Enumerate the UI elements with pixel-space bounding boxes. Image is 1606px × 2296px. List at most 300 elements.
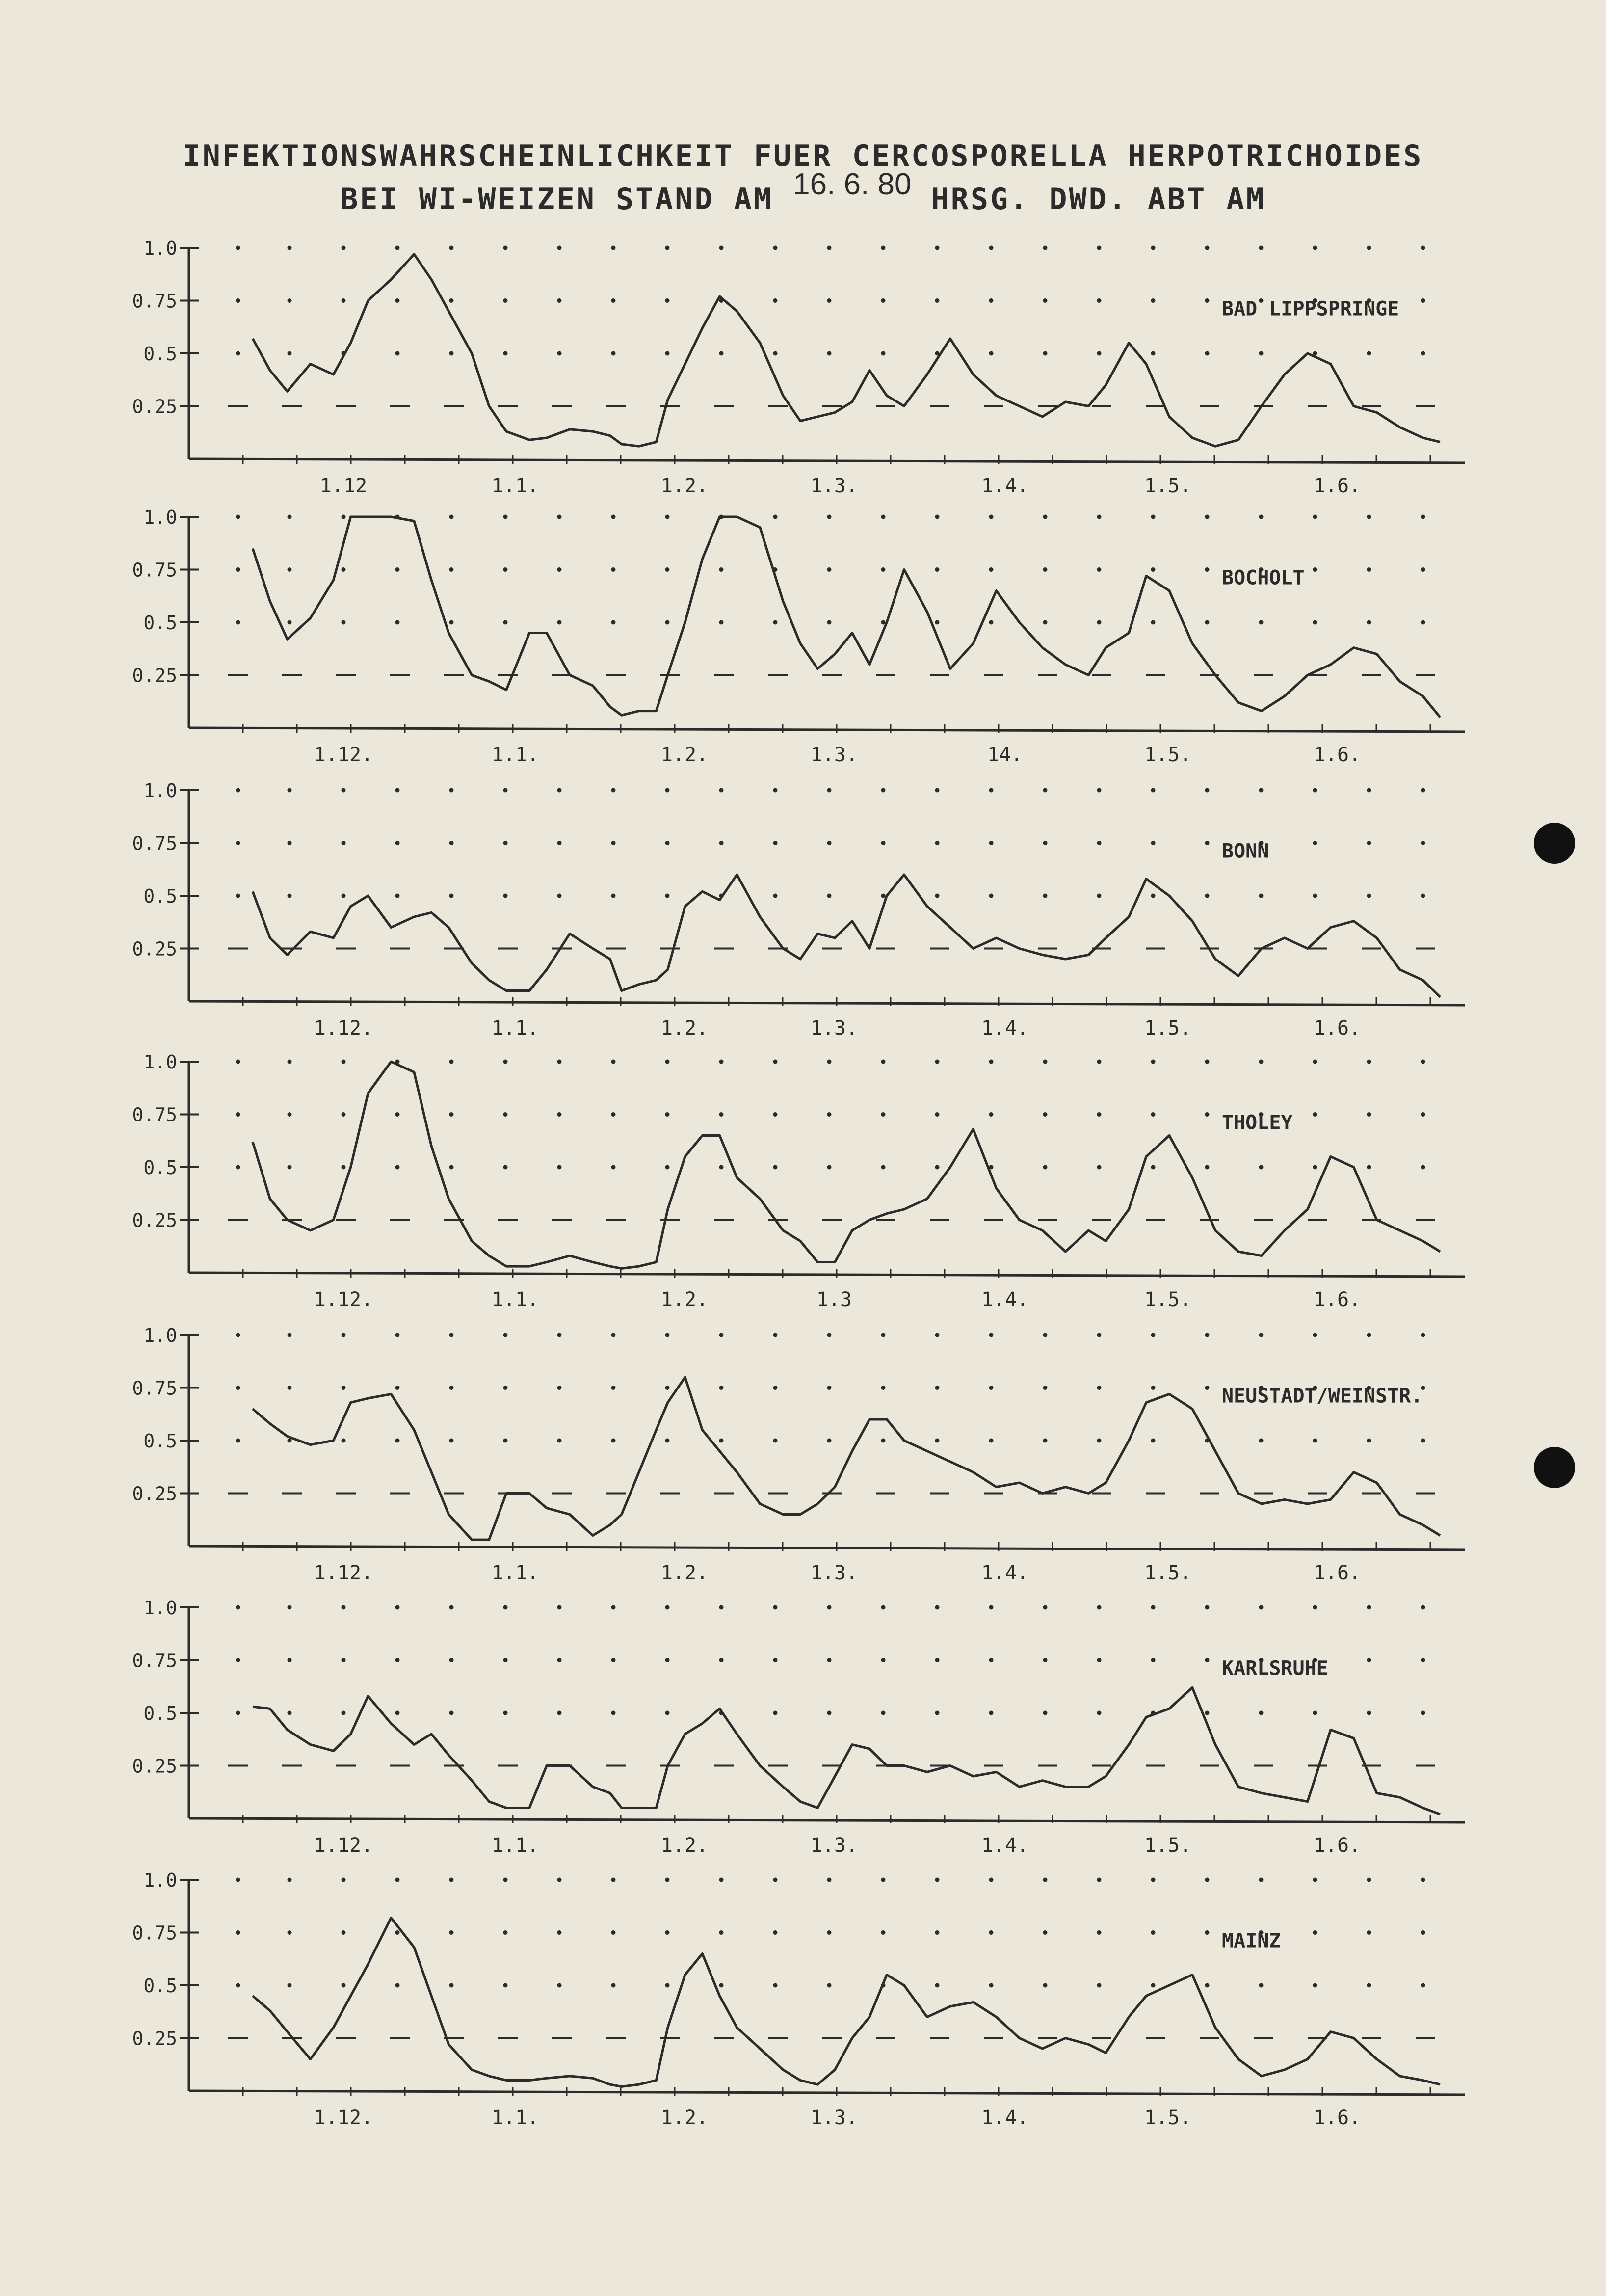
grid-dot [1421, 620, 1425, 625]
grid-dot [557, 620, 562, 625]
grid-dot [395, 1333, 400, 1337]
grid-dot [395, 298, 400, 303]
grid-dot [1097, 620, 1102, 625]
grid-dot [827, 298, 832, 303]
grid-dot [665, 515, 670, 519]
grid-dot [881, 351, 886, 356]
grid-dot [611, 1165, 616, 1170]
x-tick-label: 1.1. [491, 475, 539, 497]
grid-dot [1097, 1165, 1102, 1170]
x-tick-label: 1.3 [816, 1288, 852, 1311]
y-tick-label: 0.25 [132, 665, 177, 687]
grid-dot [1367, 620, 1371, 625]
grid-dot [236, 1112, 240, 1117]
grid-dot [1421, 1983, 1425, 1988]
chart-panel [132, 780, 1465, 1040]
y-tick-label: 0.75 [132, 832, 177, 854]
grid-dot [665, 1060, 670, 1064]
grid-dot [665, 1605, 670, 1610]
grid-dot [827, 1658, 832, 1662]
grid-dot [1313, 841, 1317, 845]
grid-dot [1043, 1605, 1048, 1610]
grid-dot [1151, 1060, 1156, 1064]
grid-dot [665, 1439, 670, 1443]
x-tick-label: 1.4. [981, 2107, 1029, 2129]
grid-dot [989, 1878, 994, 1882]
grid-dot [935, 298, 940, 303]
grid-dot [1367, 1439, 1371, 1443]
grid-dot [1259, 894, 1264, 898]
grid-dot [449, 1878, 454, 1882]
punch-hole-top [1534, 823, 1575, 864]
grid-dot [935, 567, 940, 572]
grid-dot [665, 620, 670, 625]
chart-panel [132, 507, 1465, 766]
grid-dot [1367, 788, 1371, 793]
grid-dot [1043, 1439, 1048, 1443]
grid-dot [773, 1386, 778, 1390]
grid-dot [342, 567, 346, 572]
grid-dot [449, 1112, 454, 1117]
grid-dot [773, 1333, 778, 1337]
grid-dot [236, 1165, 240, 1170]
x-tick-label: 1.12. [314, 1288, 373, 1311]
grid-dot [935, 1711, 940, 1715]
x-tick-label: 14. [987, 744, 1023, 766]
grid-dot [1097, 1060, 1102, 1064]
y-tick-label: 1.0 [143, 780, 177, 801]
grid-dot [288, 1930, 292, 1935]
grid-dot [719, 351, 724, 356]
y-tick-label: 0.75 [132, 1377, 177, 1399]
grid-dot [557, 567, 562, 572]
grid-dot [1043, 841, 1048, 845]
grid-dot [611, 1386, 616, 1390]
grid-dot [1043, 515, 1048, 519]
grid-dot [1205, 298, 1210, 303]
grid-dot [557, 1165, 562, 1170]
grid-dot [665, 567, 670, 572]
grid-dot [611, 246, 616, 250]
station-label: THOLEY [1222, 1111, 1293, 1134]
grid-dot [236, 1333, 240, 1337]
x-tick-label: 1.3. [810, 1562, 858, 1584]
grid-dot [881, 567, 886, 572]
grid-dot [236, 1983, 240, 1988]
grid-dot [773, 298, 778, 303]
series-line [253, 875, 1440, 997]
x-tick-label: 1.1. [491, 1562, 539, 1584]
grid-dot [395, 246, 400, 250]
grid-dot [989, 1333, 994, 1337]
grid-dot [827, 1711, 832, 1715]
x-tick-label: 1.3. [810, 2107, 858, 2129]
x-tick-label: 1.6. [1313, 1288, 1361, 1311]
grid-dot [1205, 351, 1210, 356]
grid-dot [342, 1878, 346, 1882]
grid-dot [503, 1658, 508, 1662]
x-tick-label: 1.6. [1313, 2107, 1361, 2129]
grid-dot [935, 1878, 940, 1882]
grid-dot [1259, 1439, 1264, 1443]
grid-dot [449, 620, 454, 625]
grid-dot [989, 1711, 994, 1715]
grid-dot [236, 1060, 240, 1064]
grid-dot [1313, 246, 1317, 250]
grid-dot [827, 1112, 832, 1117]
grid-dot [1367, 1658, 1371, 1662]
y-tick-label: 0.25 [132, 1209, 177, 1231]
grid-dot [719, 620, 724, 625]
grid-dot [611, 841, 616, 845]
x-tick-label: 1.5. [1144, 1562, 1192, 1584]
grid-dot [288, 567, 292, 572]
x-tick-label: 1.12. [314, 744, 373, 766]
grid-dot [1367, 1983, 1371, 1988]
grid-dot [665, 894, 670, 898]
x-tick-label: 1.2. [660, 1562, 709, 1584]
grid-dot [1151, 515, 1156, 519]
grid-dot [935, 1605, 940, 1610]
grid-dot [719, 246, 724, 250]
grid-dot [1259, 1333, 1264, 1337]
grid-dot [665, 1983, 670, 1988]
punch-hole-bottom [1534, 1447, 1575, 1488]
grid-dot [881, 841, 886, 845]
grid-dot [935, 1060, 940, 1064]
grid-dot [1421, 894, 1425, 898]
grid-dot [557, 351, 562, 356]
grid-dot [989, 1605, 994, 1610]
grid-dot [1205, 841, 1210, 845]
grid-dot [288, 620, 292, 625]
grid-dot [989, 567, 994, 572]
grid-dot [935, 1333, 940, 1337]
grid-dot [449, 841, 454, 845]
chart-panel [132, 1597, 1465, 1857]
grid-dot [1313, 1983, 1317, 1988]
grid-dot [827, 1930, 832, 1935]
grid-dot [342, 1112, 346, 1117]
y-tick-label: 1.0 [143, 1325, 177, 1346]
x-tick-label: 1.5. [1144, 1834, 1192, 1857]
grid-dot [935, 1983, 940, 1988]
grid-dot [395, 1605, 400, 1610]
grid-dot [1151, 1878, 1156, 1882]
grid-dot [1205, 788, 1210, 793]
grid-dot [611, 788, 616, 793]
grid-dot [557, 1605, 562, 1610]
grid-dot [503, 298, 508, 303]
grid-dot [611, 1878, 616, 1882]
grid-dot [1043, 1878, 1048, 1882]
grid-dot [773, 1983, 778, 1988]
grid-dot [665, 1711, 670, 1715]
grid-dot [557, 246, 562, 250]
grid-dot [342, 1930, 346, 1935]
grid-dot [236, 1711, 240, 1715]
grid-dot [1043, 620, 1048, 625]
x-tick-label: 1.1. [491, 2107, 539, 2129]
x-tick-label: 1.1. [491, 1834, 539, 1857]
y-tick-label: 1.0 [143, 1597, 177, 1619]
grid-dot [1313, 894, 1317, 898]
grid-dot [288, 1333, 292, 1337]
grid-dot [1205, 1112, 1210, 1117]
grid-dot [503, 788, 508, 793]
grid-dot [449, 1983, 454, 1988]
grid-dot [665, 1333, 670, 1337]
grid-dot [342, 1060, 346, 1064]
grid-dot [1097, 1983, 1102, 1988]
grid-dot [881, 894, 886, 898]
grid-dot [1205, 894, 1210, 898]
x-tick-label: 1.5. [1144, 475, 1192, 497]
x-axis [189, 1546, 1465, 1550]
grid-dot [773, 246, 778, 250]
x-tick-label: 1.6. [1313, 475, 1361, 497]
grid-dot [1259, 1878, 1264, 1882]
grid-dot [449, 1439, 454, 1443]
grid-dot [1151, 620, 1156, 625]
y-tick-label: 0.5 [143, 885, 177, 907]
grid-dot [288, 1711, 292, 1715]
grid-dot [1097, 1386, 1102, 1390]
y-tick-label: 0.5 [143, 612, 177, 634]
grid-dot [236, 246, 240, 250]
y-tick-label: 1.0 [143, 238, 177, 259]
grid-dot [342, 1711, 346, 1715]
grid-dot [1367, 1165, 1371, 1170]
x-tick-label: 1.1. [491, 744, 539, 766]
grid-dot [1151, 1165, 1156, 1170]
grid-dot [1259, 1605, 1264, 1610]
grid-dot [1151, 894, 1156, 898]
grid-dot [773, 1930, 778, 1935]
grid-dot [1421, 298, 1425, 303]
grid-dot [1421, 1439, 1425, 1443]
x-tick-label: 1.12. [314, 1562, 373, 1584]
grid-dot [1367, 1711, 1371, 1715]
grid-dot [989, 246, 994, 250]
grid-dot [288, 841, 292, 845]
grid-dot [1367, 1605, 1371, 1610]
series-line [253, 1687, 1440, 1814]
grid-dot [1259, 1165, 1264, 1170]
x-tick-label: 1.3. [810, 1017, 858, 1040]
x-axis [189, 459, 1465, 463]
grid-dot [1367, 1333, 1371, 1337]
grid-dot [1205, 1930, 1210, 1935]
grid-dot [611, 351, 616, 356]
grid-dot [1367, 567, 1371, 572]
grid-dot [557, 1711, 562, 1715]
grid-dot [342, 246, 346, 250]
grid-dot [503, 351, 508, 356]
grid-dot [288, 246, 292, 250]
grid-dot [288, 1165, 292, 1170]
grid-dot [989, 515, 994, 519]
x-tick-label: 1.4. [981, 1288, 1029, 1311]
grid-dot [503, 1439, 508, 1443]
grid-dot [719, 1605, 724, 1610]
grid-dot [1367, 1878, 1371, 1882]
grid-dot [719, 1060, 724, 1064]
grid-dot [1421, 351, 1425, 356]
grid-dot [665, 351, 670, 356]
grid-dot [1313, 1165, 1317, 1170]
grid-dot [236, 351, 240, 356]
grid-dot [773, 788, 778, 793]
y-tick-label: 1.0 [143, 1869, 177, 1891]
document-title: INFEKTIONSWAHRSCHEINLICHKEIT FUER CERCOSPORELLA HERPOTRICHOIDES [183, 139, 1423, 173]
grid-dot [881, 788, 886, 793]
x-tick-label: 1.12 [319, 475, 368, 497]
grid-dot [1421, 841, 1425, 845]
grid-dot [1151, 246, 1156, 250]
grid-dot [881, 1112, 886, 1117]
grid-dot [989, 1386, 994, 1390]
grid-dot [1313, 788, 1317, 793]
grid-dot [395, 1658, 400, 1662]
grid-dot [1421, 1711, 1425, 1715]
grid-dot [935, 788, 940, 793]
grid-dot [557, 1112, 562, 1117]
grid-dot [989, 788, 994, 793]
grid-dot [773, 351, 778, 356]
grid-dot [881, 1386, 886, 1390]
grid-dot [1313, 1711, 1317, 1715]
series-line [253, 1062, 1440, 1268]
grid-dot [665, 841, 670, 845]
grid-dot [503, 246, 508, 250]
grid-dot [342, 1983, 346, 1988]
x-tick-label: 1.3. [810, 1834, 858, 1857]
grid-dot [449, 788, 454, 793]
grid-dot [1421, 1165, 1425, 1170]
y-tick-label: 0.25 [132, 1483, 177, 1505]
grid-dot [665, 788, 670, 793]
stand-date: 16. 6. 80 [793, 167, 912, 201]
grid-dot [288, 1605, 292, 1610]
grid-dot [503, 1983, 508, 1988]
grid-dot [503, 1333, 508, 1337]
grid-dot [557, 298, 562, 303]
grid-dot [665, 246, 670, 250]
grid-dot [989, 894, 994, 898]
grid-dot [611, 1983, 616, 1988]
grid-dot [557, 841, 562, 845]
grid-dot [236, 620, 240, 625]
grid-dot [1151, 841, 1156, 845]
grid-dot [1043, 788, 1048, 793]
grid-dot [1043, 351, 1048, 356]
grid-dot [1259, 1983, 1264, 1988]
grid-dot [1367, 1060, 1371, 1064]
grid-dot [395, 1165, 400, 1170]
grid-dot [342, 788, 346, 793]
grid-dot [342, 1439, 346, 1443]
grid-dot [449, 894, 454, 898]
grid-dot [342, 1605, 346, 1610]
grid-dot [611, 1060, 616, 1064]
grid-dot [881, 298, 886, 303]
grid-dot [449, 1165, 454, 1170]
grid-dot [503, 515, 508, 519]
x-tick-label: 1.5. [1144, 2107, 1192, 2129]
x-axis [189, 1818, 1465, 1822]
x-tick-label: 1.3. [810, 475, 858, 497]
chart-panel [132, 1869, 1465, 2129]
grid-dot [1259, 351, 1264, 356]
grid-dot [773, 894, 778, 898]
grid-dot [881, 1165, 886, 1170]
chart-panel [132, 1325, 1465, 1584]
y-tick-label: 0.5 [143, 1430, 177, 1452]
grid-dot [1205, 246, 1210, 250]
grid-dot [288, 1983, 292, 1988]
y-tick-label: 0.75 [132, 1104, 177, 1126]
x-axis [189, 1001, 1465, 1005]
y-tick-label: 0.5 [143, 343, 177, 365]
grid-dot [1421, 1605, 1425, 1610]
grid-dot [611, 1711, 616, 1715]
grid-dot [1259, 1060, 1264, 1064]
grid-dot [1313, 1930, 1317, 1935]
grid-dot [1097, 1711, 1102, 1715]
grid-dot [236, 515, 240, 519]
grid-dot [1097, 567, 1102, 572]
grid-dot [827, 1060, 832, 1064]
grid-dot [611, 298, 616, 303]
grid-dot [989, 1983, 994, 1988]
y-tick-label: 0.75 [132, 290, 177, 312]
grid-dot [719, 841, 724, 845]
grid-dot [236, 1930, 240, 1935]
grid-dot [557, 1983, 562, 1988]
grid-dot [1421, 1333, 1425, 1337]
station-label: BONN [1222, 840, 1269, 863]
grid-dot [827, 1386, 832, 1390]
grid-dot [236, 894, 240, 898]
grid-dot [989, 1439, 994, 1443]
x-tick-label: 1.1. [491, 1288, 539, 1311]
grid-dot [1205, 1333, 1210, 1337]
grid-dot [449, 1060, 454, 1064]
grid-dot [1367, 515, 1371, 519]
x-tick-label: 1.4. [981, 475, 1029, 497]
grid-dot [989, 1060, 994, 1064]
x-tick-label: 1.2. [660, 1834, 709, 1857]
grid-dot [1043, 567, 1048, 572]
grid-dot [449, 1658, 454, 1662]
grid-dot [773, 1112, 778, 1117]
grid-dot [288, 1060, 292, 1064]
grid-dot [342, 515, 346, 519]
grid-dot [1421, 1112, 1425, 1117]
grid-dot [665, 1165, 670, 1170]
grid-dot [449, 351, 454, 356]
grid-dot [881, 1439, 886, 1443]
grid-dot [557, 1930, 562, 1935]
grid-dot [236, 567, 240, 572]
grid-dot [503, 1878, 508, 1882]
grid-dot [1151, 1112, 1156, 1117]
grid-dot [1043, 1658, 1048, 1662]
grid-dot [935, 246, 940, 250]
grid-dot [342, 1386, 346, 1390]
grid-dot [665, 1112, 670, 1117]
